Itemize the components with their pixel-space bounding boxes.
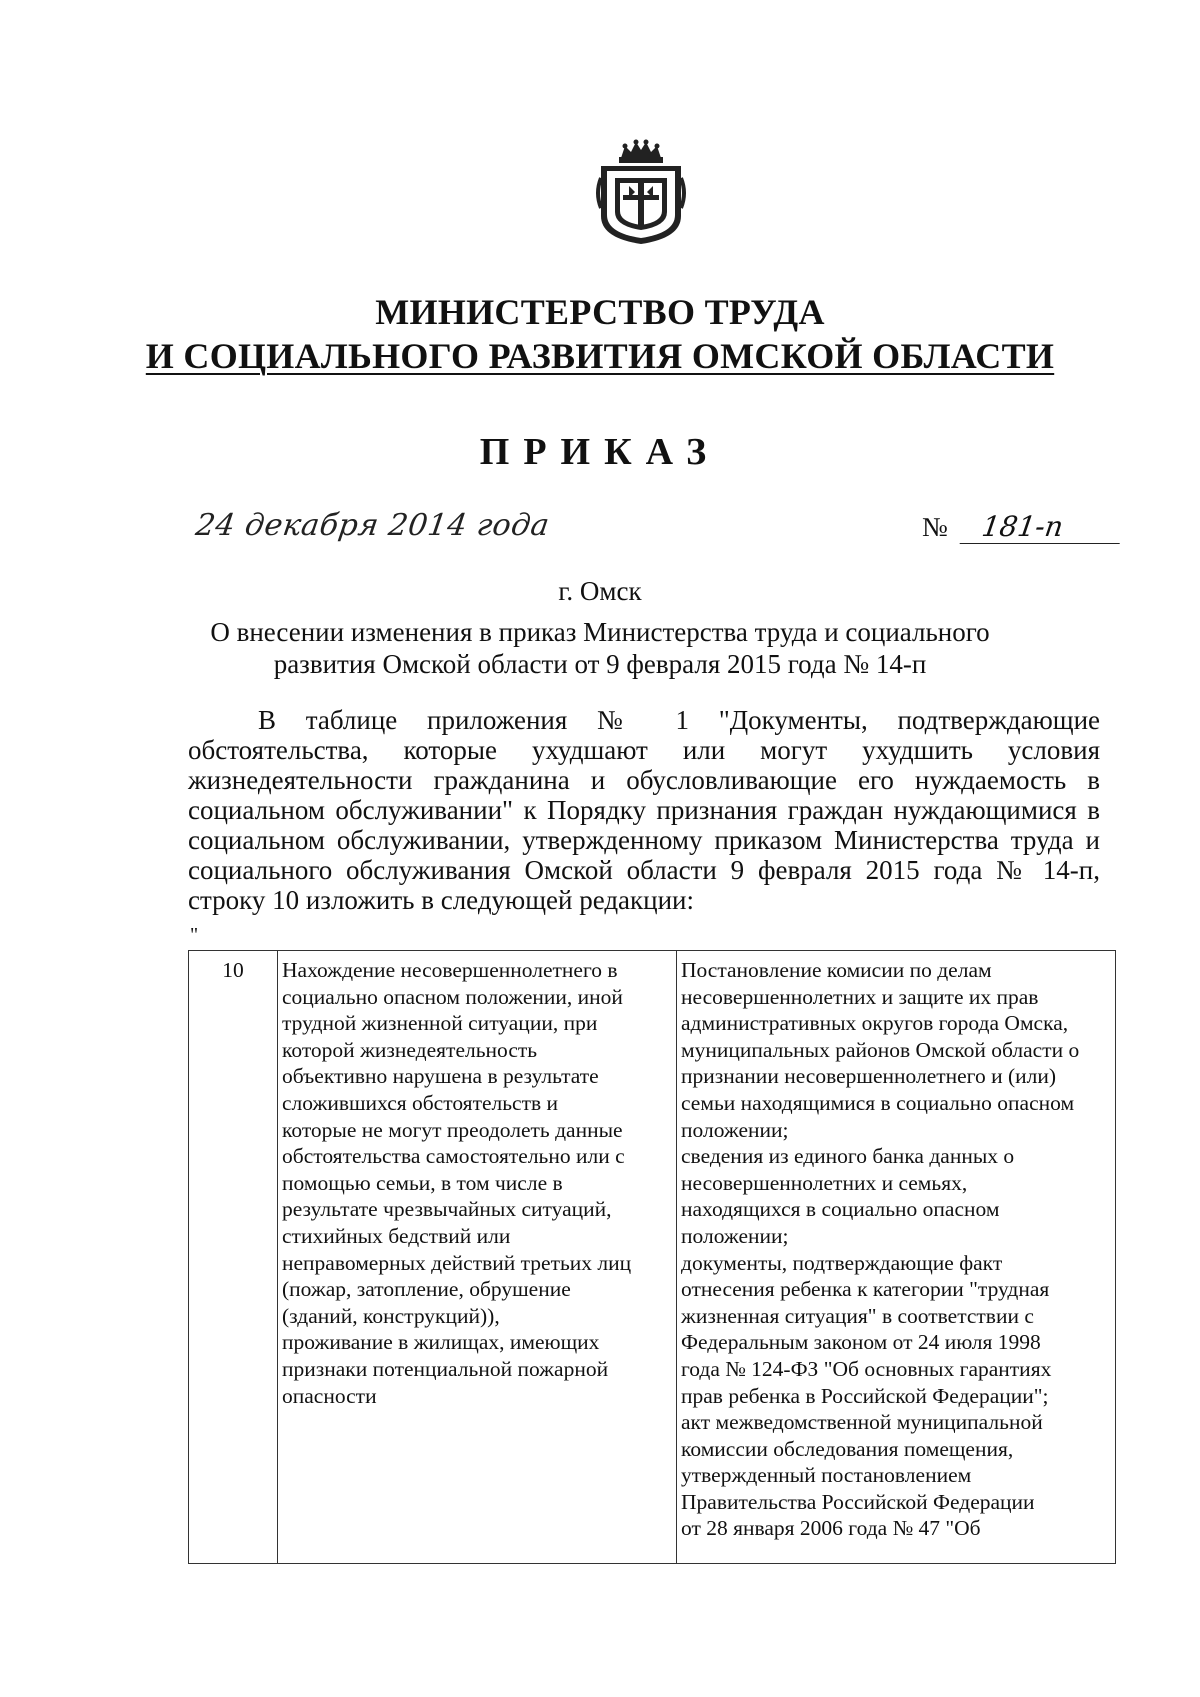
document-text-line: акт межведомственной муниципальной [681, 1410, 1043, 1435]
circumstance-text-line: (зданий, конструкций)), [282, 1303, 500, 1328]
city-name: г. Омск [558, 576, 642, 606]
ministry-name-line1: МИНИСТЕРСТВО ТРУДА [375, 292, 825, 332]
circumstance-text-line: обстоятельства самостоятельно или с [282, 1144, 625, 1169]
circumstance-text-line: которые не могут преодолеть данные [282, 1117, 623, 1142]
document-text-line: положении; [681, 1117, 789, 1142]
circumstance-cell [278, 951, 677, 1564]
document-text-line: семьи находящимися в социально опасном [681, 1090, 1075, 1115]
circumstance-text-line: стихийных бедствий или [282, 1223, 511, 1248]
circumstance-text-line: которой жизнедеятельность [282, 1037, 538, 1062]
table-row [189, 951, 1116, 1564]
document-text-line: жизненная ситуация" в соответствии с [681, 1303, 1034, 1328]
document-text-line: прав ребенка в Российской Федерации"; [681, 1383, 1049, 1408]
circumstance-text-line: помощью семьи, в том числе в [282, 1170, 563, 1195]
document-text-line: положении; [681, 1223, 789, 1248]
circumstance-text-line: трудной жизненной ситуации, при [282, 1011, 598, 1036]
document-text-line: сведения из единого банка данных о [681, 1144, 1015, 1169]
circumstance-text-line: признаки потенциальной пожарной [282, 1356, 609, 1381]
ministry-name [0, 290, 1200, 378]
order-number-label: № [922, 512, 948, 542]
documents-cell [677, 951, 1116, 1564]
circumstance-text-line: социально опасном положении, иной [282, 984, 623, 1009]
order-subject-line1: О внесении изменения в приказ Министерства труда и социального [210, 617, 990, 647]
document-text-line: несовершеннолетних и семьях, [681, 1170, 968, 1195]
order-subject-line2: развития Омской области от 9 февраля 2015 года № 14-п [273, 649, 927, 679]
document-text-line: утвержденный постановлением [681, 1463, 972, 1488]
row-number-cell: 10 [189, 951, 278, 1564]
opening-quote-mark: " [190, 924, 199, 946]
omsk-coat-of-arms-icon [595, 138, 687, 246]
document-text-line: несовершеннолетних и защите их прав [681, 984, 1039, 1009]
document-text-line: административных округов города Омска, [681, 1011, 1069, 1036]
order-subject [0, 616, 1200, 680]
document-text-line: комиссии обследования помещения, [681, 1436, 1014, 1461]
document-text-line: находящихся в социально опасном [681, 1197, 1000, 1222]
document-text-line: от 28 января 2006 года № 47 "Об [681, 1516, 981, 1541]
handwritten-order-number: 181-п [959, 510, 1124, 544]
circumstance-text-line: результате чрезвычайных ситуаций, [282, 1197, 612, 1222]
circumstance-text-line: Нахождение несовершеннолетнего в [282, 958, 618, 982]
circumstance-text-line: (пожар, затопление, обрушение [282, 1277, 571, 1302]
document-text-line: года № 124-ФЗ "Об основных гарантиях [681, 1356, 1052, 1381]
document-text-line: муниципальных районов Омской области о [681, 1037, 1080, 1062]
amended-table-row [188, 950, 1116, 1564]
handwritten-date: 24 декабря 2014 года [193, 508, 552, 543]
circumstance-text-line: сложившихся обстоятельств и [282, 1090, 559, 1115]
document-text-line: Постановление комисии по делам [681, 958, 992, 982]
ministry-name-line2: И СОЦИАЛЬНОГО РАЗВИТИЯ ОМСКОЙ ОБЛАСТИ [145, 336, 1055, 376]
circumstance-text-line: опасности [282, 1383, 377, 1408]
document-text-line: отнесения ребенка к категории "трудная [681, 1277, 1050, 1302]
circumstance-text-line: проживание в жилищах, имеющих [282, 1330, 600, 1355]
document-text-line: Правительства Российской Федерации [681, 1489, 1035, 1514]
document-text-line: Федеральным законом от 24 июля 1998 [681, 1330, 1041, 1355]
circumstance-text-line: неправомерных действий третьих лиц [282, 1250, 632, 1275]
order-number [922, 510, 1122, 544]
document-text-line: признании несовершеннолетнего и (или) [681, 1064, 1057, 1089]
circumstance-text-line: объективно нарушена в результате [282, 1064, 599, 1089]
order-body-paragraph: В таблице приложения № 1 "Документы, подтверждающие обстоятельства, которые ухудшают или могут ухудшить условия жизнедеятельности гражданина и обусловливающие его нуждаемость в социальном обслуживании" к Порядку признания граждан нуждающимися в социальном обслуживании, утвержденному приказом Министерства труда и социального обслуживания Омской области 9 февраля 2015 года № 14-п, строку 10 изложить в следующей редакции: [188, 705, 1100, 915]
document-type-title: ПРИКАЗ [479, 431, 721, 473]
document-text-line: документы, подтверждающие факт [681, 1250, 1003, 1275]
